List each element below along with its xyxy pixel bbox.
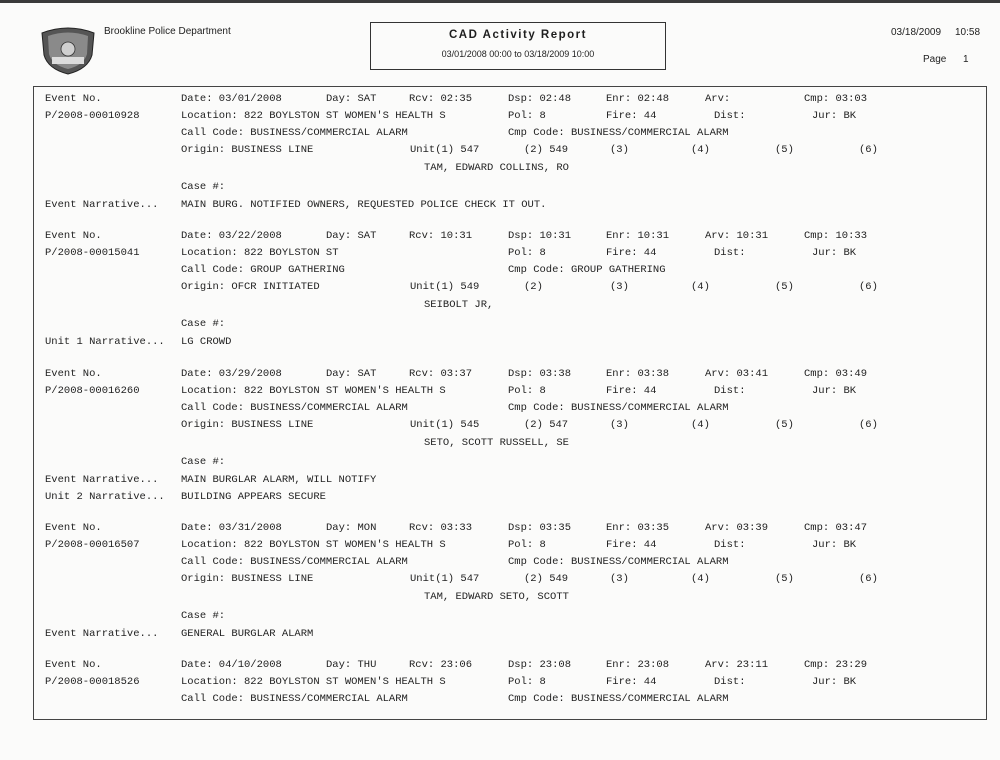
pol-field: Pol: 8: [508, 110, 546, 122]
call-code-field: Call Code: BUSINESS/COMMERCIAL ALARM: [181, 693, 408, 705]
case-number-field: Case #:: [181, 456, 226, 468]
location-field: Location: 822 BOYLSTON ST WOMEN'S HEALTH S: [181, 539, 446, 551]
arv-field: Arv: 10:31: [705, 230, 769, 242]
cmp-code-field: Cmp Code: GROUP GATHERING: [508, 264, 666, 276]
unit-5: (5): [775, 573, 794, 585]
report-title-box: [370, 22, 666, 70]
pol-field: Pol: 8: [508, 385, 546, 397]
date-field: Date: 03/31/2008: [181, 522, 282, 534]
fire-field: Fire: 44: [606, 110, 657, 122]
location-field: Location: 822 BOYLSTON ST: [181, 247, 339, 259]
narrative-text: GENERAL BURGLAR ALARM: [181, 628, 314, 640]
agency-name: Brookline Police Department: [104, 26, 231, 37]
location-field: Location: 822 BOYLSTON ST WOMEN'S HEALTH S: [181, 676, 446, 688]
police-badge-logo: [38, 25, 98, 75]
report-date-range: 03/01/2008 00:00 to 03/18/2009 10:00: [441, 49, 595, 59]
arv-field: Arv: 03:41: [705, 368, 769, 380]
dsp-field: Dsp: 23:08: [508, 659, 572, 671]
unit-2: (2) 549: [524, 573, 569, 585]
officer-names: TAM, EDWARD SETO, SCOTT: [424, 591, 569, 603]
unit-4: (4): [691, 144, 710, 156]
officer-names: SETO, SCOTT RUSSELL, SE: [424, 437, 569, 449]
officer-names: TAM, EDWARD COLLINS, RO: [424, 162, 569, 174]
rcv-field: Rcv: 03:33: [409, 522, 473, 534]
top-border-line: [0, 0, 1000, 3]
officer-names: SEIBOLT JR,: [424, 299, 494, 311]
narrative-label: Unit 2 Narrative...: [45, 491, 165, 503]
rcv-field: Rcv: 23:06: [409, 659, 473, 671]
unit-6: (6): [859, 144, 878, 156]
cmp-field: Cmp: 03:47: [804, 522, 868, 534]
unit-5: (5): [775, 281, 794, 293]
unit-3: (3): [610, 573, 629, 585]
dsp-field: Dsp: 03:35: [508, 522, 572, 534]
case-number-field: Case #:: [181, 318, 226, 330]
event-label: Event No.: [45, 368, 102, 380]
call-code-field: Call Code: GROUP GATHERING: [181, 264, 345, 276]
unit-6: (6): [859, 281, 878, 293]
cmp-code-field: Cmp Code: BUSINESS/COMMERCIAL ALARM: [508, 556, 729, 568]
cmp-code-field: Cmp Code: BUSINESS/COMMERCIAL ALARM: [508, 693, 729, 705]
dsp-field: Dsp: 10:31: [508, 230, 572, 242]
event-number: P/2008-00018526: [45, 676, 140, 688]
unit-2: (2): [524, 281, 543, 293]
unit-6: (6): [859, 419, 878, 431]
event-label: Event No.: [45, 93, 102, 105]
case-number-field: Case #:: [181, 181, 226, 193]
unit-1: Unit(1) 549: [410, 281, 480, 293]
narrative-text: MAIN BURG. NOTIFIED OWNERS, REQUESTED POLICE CHECK IT OUT.: [181, 199, 547, 211]
event-label: Event No.: [45, 522, 102, 534]
narrative-text: MAIN BURGLAR ALARM, WILL NOTIFY: [181, 474, 377, 486]
print-date: 03/18/2009: [891, 27, 942, 38]
jur-field: Jur: BK: [812, 676, 857, 688]
cmp-field: Cmp: 03:49: [804, 368, 868, 380]
jur-field: Jur: BK: [812, 539, 857, 551]
event-label: Event No.: [45, 659, 102, 671]
origin-field: Origin: BUSINESS LINE: [181, 573, 314, 585]
event-label: Event No.: [45, 230, 102, 242]
page-label: Page: [923, 54, 947, 65]
event-number: P/2008-00010928: [45, 110, 140, 122]
arv-field: Arv:: [705, 93, 731, 105]
unit-1: Unit(1) 547: [410, 573, 480, 585]
day-field: Day: THU: [326, 659, 377, 671]
print-time: 10:58: [955, 27, 981, 38]
dist-field: Dist:: [714, 539, 746, 551]
fire-field: Fire: 44: [606, 247, 657, 259]
date-field: Date: 04/10/2008: [181, 659, 282, 671]
dist-field: Dist:: [714, 676, 746, 688]
jur-field: Jur: BK: [812, 110, 857, 122]
day-field: Day: MON: [326, 522, 377, 534]
fire-field: Fire: 44: [606, 385, 657, 397]
event-number: P/2008-00015041: [45, 247, 140, 259]
unit-5: (5): [775, 144, 794, 156]
narrative-label: Event Narrative...: [45, 474, 159, 486]
unit-6: (6): [859, 573, 878, 585]
location-field: Location: 822 BOYLSTON ST WOMEN'S HEALTH S: [181, 110, 446, 122]
pol-field: Pol: 8: [508, 676, 546, 688]
narrative-label: Unit 1 Narrative...: [45, 336, 165, 348]
origin-field: Origin: BUSINESS LINE: [181, 419, 314, 431]
location-field: Location: 822 BOYLSTON ST WOMEN'S HEALTH S: [181, 385, 446, 397]
unit-3: (3): [610, 281, 629, 293]
page-number: 1: [963, 54, 969, 65]
unit-1: Unit(1) 547: [410, 144, 480, 156]
case-number-field: Case #:: [181, 610, 226, 622]
dsp-field: Dsp: 02:48: [508, 93, 572, 105]
enr-field: Enr: 02:48: [606, 93, 670, 105]
call-code-field: Call Code: BUSINESS/COMMERCIAL ALARM: [181, 127, 408, 139]
narrative-label: Event Narrative...: [45, 199, 159, 211]
arv-field: Arv: 03:39: [705, 522, 769, 534]
unit-4: (4): [691, 419, 710, 431]
day-field: Day: SAT: [326, 368, 377, 380]
event-number: P/2008-00016507: [45, 539, 140, 551]
enr-field: Enr: 03:35: [606, 522, 670, 534]
unit-4: (4): [691, 281, 710, 293]
report-title: CAD Activity Report: [449, 29, 587, 41]
cmp-field: Cmp: 23:29: [804, 659, 868, 671]
dist-field: Dist:: [714, 110, 746, 122]
pol-field: Pol: 8: [508, 539, 546, 551]
enr-field: Enr: 03:38: [606, 368, 670, 380]
event-number: P/2008-00016260: [45, 385, 140, 397]
origin-field: Origin: BUSINESS LINE: [181, 144, 314, 156]
rcv-field: Rcv: 10:31: [409, 230, 473, 242]
unit-3: (3): [610, 419, 629, 431]
narrative-text: LG CROWD: [181, 336, 232, 348]
unit-2: (2) 547: [524, 419, 569, 431]
unit-5: (5): [775, 419, 794, 431]
fire-field: Fire: 44: [606, 539, 657, 551]
date-field: Date: 03/29/2008: [181, 368, 282, 380]
unit-3: (3): [610, 144, 629, 156]
day-field: Day: SAT: [326, 93, 377, 105]
call-code-field: Call Code: BUSINESS/COMMERCIAL ALARM: [181, 556, 408, 568]
narrative-label: Event Narrative...: [45, 628, 159, 640]
narrative-text: BUILDING APPEARS SECURE: [181, 491, 326, 503]
jur-field: Jur: BK: [812, 247, 857, 259]
jur-field: Jur: BK: [812, 385, 857, 397]
cmp-field: Cmp: 03:03: [804, 93, 868, 105]
fire-field: Fire: 44: [606, 676, 657, 688]
call-code-field: Call Code: BUSINESS/COMMERCIAL ALARM: [181, 402, 408, 414]
cmp-field: Cmp: 10:33: [804, 230, 868, 242]
dist-field: Dist:: [714, 385, 746, 397]
cmp-code-field: Cmp Code: BUSINESS/COMMERCIAL ALARM: [508, 127, 729, 139]
unit-1: Unit(1) 545: [410, 419, 480, 431]
rcv-field: Rcv: 03:37: [409, 368, 473, 380]
unit-4: (4): [691, 573, 710, 585]
cmp-code-field: Cmp Code: BUSINESS/COMMERCIAL ALARM: [508, 402, 729, 414]
pol-field: Pol: 8: [508, 247, 546, 259]
arv-field: Arv: 23:11: [705, 659, 769, 671]
dist-field: Dist:: [714, 247, 746, 259]
date-field: Date: 03/01/2008: [181, 93, 282, 105]
unit-2: (2) 549: [524, 144, 569, 156]
enr-field: Enr: 23:08: [606, 659, 670, 671]
enr-field: Enr: 10:31: [606, 230, 670, 242]
origin-field: Origin: OFCR INITIATED: [181, 281, 320, 293]
date-field: Date: 03/22/2008: [181, 230, 282, 242]
day-field: Day: SAT: [326, 230, 377, 242]
dsp-field: Dsp: 03:38: [508, 368, 572, 380]
rcv-field: Rcv: 02:35: [409, 93, 473, 105]
